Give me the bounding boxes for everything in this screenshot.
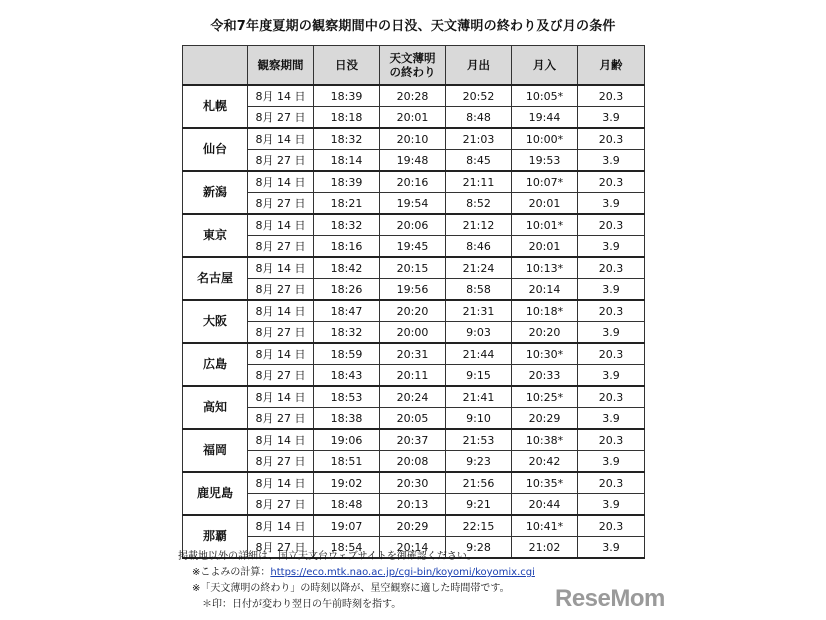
- cell-moon-age: 3.9: [578, 365, 645, 387]
- cell-sunset: 19:07: [314, 515, 380, 537]
- cell-twilight-end: 19:54: [380, 193, 446, 215]
- cell-twilight-end: 20:28: [380, 85, 446, 107]
- cell-period: 8月 14 日: [248, 214, 314, 236]
- cell-period: 8月 27 日: [248, 408, 314, 430]
- city-name: 福岡: [183, 429, 248, 472]
- cell-moon-age: 20.3: [578, 429, 645, 451]
- cell-period: 8月 14 日: [248, 386, 314, 408]
- cell-period: 8月 14 日: [248, 429, 314, 451]
- cell-period: 8月 27 日: [248, 236, 314, 258]
- cell-twilight-end: 20:14: [380, 537, 446, 559]
- cell-moon-age: 20.3: [578, 214, 645, 236]
- cell-period: 8月 14 日: [248, 171, 314, 193]
- cell-period: 8月 27 日: [248, 451, 314, 473]
- table-row: [183, 429, 645, 451]
- cell-moonset: 20:01: [512, 193, 578, 215]
- note-twilight: ※「天文薄明の終わり」の時刻以降が、星空観察に適した時間帯です。: [192, 583, 510, 594]
- header-sunset: 日没: [314, 46, 380, 86]
- koyomi-link[interactable]: https://eco.mtk.nao.ac.jp/cgi-bin/koyomi/koyomix.cgi: [270, 567, 535, 578]
- cell-moonset: 20:20: [512, 322, 578, 344]
- city-name: 仙台: [183, 128, 248, 171]
- cell-sunset: 18:53: [314, 386, 380, 408]
- cell-period: 8月 27 日: [248, 193, 314, 215]
- cell-twilight-end: 20:15: [380, 257, 446, 279]
- cell-sunset: 18:16: [314, 236, 380, 258]
- cell-twilight-end: 20:30: [380, 472, 446, 494]
- cell-moonset: 10:25*: [512, 386, 578, 408]
- cell-twilight-end: 19:56: [380, 279, 446, 301]
- table-row: [183, 193, 645, 215]
- note-calculation-label: ※こよみの計算：: [192, 567, 271, 578]
- cell-moonrise: 8:58: [446, 279, 512, 301]
- cell-twilight-end: 20:06: [380, 214, 446, 236]
- cell-sunset: 18:21: [314, 193, 380, 215]
- cell-sunset: 18:32: [314, 214, 380, 236]
- table-row: [183, 171, 645, 193]
- cell-period: 8月 14 日: [248, 472, 314, 494]
- cell-moonrise: 8:45: [446, 150, 512, 172]
- cell-sunset: 18:42: [314, 257, 380, 279]
- table-row: [183, 107, 645, 129]
- cell-moonset: 10:07*: [512, 171, 578, 193]
- cell-sunset: 18:32: [314, 128, 380, 150]
- table-row: [183, 214, 645, 236]
- header-moonrise: 月出: [446, 46, 512, 86]
- cell-moonset: 20:29: [512, 408, 578, 430]
- cell-moon-age: 20.3: [578, 257, 645, 279]
- cell-moonrise: 21:53: [446, 429, 512, 451]
- cell-twilight-end: 20:08: [380, 451, 446, 473]
- note-details: 掲載地以外の詳細は、国立天文台ウェブサイトを御確認ください。: [178, 551, 477, 562]
- cell-period: 8月 27 日: [248, 365, 314, 387]
- cell-sunset: 18:39: [314, 85, 380, 107]
- cell-moonset: 19:53: [512, 150, 578, 172]
- cell-moon-age: 3.9: [578, 451, 645, 473]
- observation-table: [182, 45, 645, 559]
- table-row: [183, 343, 645, 365]
- cell-twilight-end: 20:10: [380, 128, 446, 150]
- city-name: 那覇: [183, 515, 248, 558]
- cell-twilight-end: 20:16: [380, 171, 446, 193]
- cell-moonset: 10:00*: [512, 128, 578, 150]
- cell-period: 8月 27 日: [248, 537, 314, 559]
- cell-moonrise: 21:41: [446, 386, 512, 408]
- page-title: 令和7年度夏期の観察期間中の日没、天文薄明の終わり及び月の条件: [210, 19, 616, 34]
- cell-moon-age: 3.9: [578, 322, 645, 344]
- table-row: [183, 408, 645, 430]
- cell-sunset: 18:18: [314, 107, 380, 129]
- cell-period: 8月 14 日: [248, 128, 314, 150]
- table-row: [183, 257, 645, 279]
- cell-sunset: 18:47: [314, 300, 380, 322]
- cell-moonset: 10:35*: [512, 472, 578, 494]
- cell-period: 8月 14 日: [248, 257, 314, 279]
- cell-twilight-end: 20:01: [380, 107, 446, 129]
- cell-moonset: 10:30*: [512, 343, 578, 365]
- cell-sunset: 18:51: [314, 451, 380, 473]
- cell-sunset: 18:48: [314, 494, 380, 516]
- cell-period: 8月 14 日: [248, 343, 314, 365]
- cell-sunset: 18:14: [314, 150, 380, 172]
- cell-moon-age: 20.3: [578, 343, 645, 365]
- cell-moon-age: 3.9: [578, 494, 645, 516]
- cell-moonrise: 21:12: [446, 214, 512, 236]
- cell-sunset: 19:06: [314, 429, 380, 451]
- cell-moon-age: 3.9: [578, 279, 645, 301]
- table-row: [183, 472, 645, 494]
- cell-moon-age: 20.3: [578, 515, 645, 537]
- cell-moonset: 20:01: [512, 236, 578, 258]
- header-location: [183, 46, 248, 86]
- cell-moonrise: 8:52: [446, 193, 512, 215]
- cell-moonrise: 21:11: [446, 171, 512, 193]
- header-moonset: 月入: [512, 46, 578, 86]
- cell-moonrise: 21:31: [446, 300, 512, 322]
- cell-period: 8月 14 日: [248, 515, 314, 537]
- cell-moonrise: 21:03: [446, 128, 512, 150]
- cell-sunset: 18:59: [314, 343, 380, 365]
- cell-period: 8月 27 日: [248, 150, 314, 172]
- cell-moonrise: 9:23: [446, 451, 512, 473]
- city-name: 札幌: [183, 85, 248, 128]
- note-asterisk: ＊印：日付が変わり翌日の午前時刻を指す。: [202, 599, 402, 610]
- cell-moon-age: 3.9: [578, 107, 645, 129]
- cell-period: 8月 14 日: [248, 85, 314, 107]
- table-row: [183, 451, 645, 473]
- cell-moon-age: 3.9: [578, 150, 645, 172]
- cell-moon-age: 3.9: [578, 236, 645, 258]
- cell-sunset: 18:26: [314, 279, 380, 301]
- cell-period: 8月 14 日: [248, 300, 314, 322]
- cell-moonrise: 22:15: [446, 515, 512, 537]
- cell-moonset: 20:14: [512, 279, 578, 301]
- cell-moonset: 10:05*: [512, 85, 578, 107]
- cell-sunset: 18:32: [314, 322, 380, 344]
- cell-twilight-end: 19:45: [380, 236, 446, 258]
- cell-moon-age: 20.3: [578, 128, 645, 150]
- table-row: [183, 494, 645, 516]
- table-row: [183, 515, 645, 537]
- cell-period: 8月 27 日: [248, 107, 314, 129]
- cell-moonrise: 21:44: [446, 343, 512, 365]
- cell-moon-age: 3.9: [578, 537, 645, 559]
- cell-moonset: 10:01*: [512, 214, 578, 236]
- city-name: 新潟: [183, 171, 248, 214]
- cell-moonrise: 21:24: [446, 257, 512, 279]
- city-name: 名古屋: [183, 257, 248, 300]
- cell-moonset: 20:33: [512, 365, 578, 387]
- cell-twilight-end: 20:37: [380, 429, 446, 451]
- table-row: [183, 300, 645, 322]
- city-name: 高知: [183, 386, 248, 429]
- cell-sunset: 19:02: [314, 472, 380, 494]
- cell-twilight-end: 20:05: [380, 408, 446, 430]
- cell-moonset: 10:18*: [512, 300, 578, 322]
- cell-sunset: 18:38: [314, 408, 380, 430]
- cell-moonset: 10:13*: [512, 257, 578, 279]
- header-period: 観察期間: [248, 46, 314, 86]
- cell-twilight-end: 20:00: [380, 322, 446, 344]
- cell-moonset: 21:02: [512, 537, 578, 559]
- header-twilight-end: 天文薄明 の終わり: [380, 46, 446, 86]
- cell-moonrise: 9:10: [446, 408, 512, 430]
- table-row: [183, 236, 645, 258]
- cell-moonrise: 8:48: [446, 107, 512, 129]
- cell-period: 8月 27 日: [248, 494, 314, 516]
- cell-moon-age: 20.3: [578, 300, 645, 322]
- cell-moonset: 10:41*: [512, 515, 578, 537]
- cell-moonrise: 9:03: [446, 322, 512, 344]
- cell-moon-age: 20.3: [578, 386, 645, 408]
- header-moon-age: 月齢: [578, 46, 645, 86]
- cell-period: 8月 27 日: [248, 279, 314, 301]
- city-name: 広島: [183, 343, 248, 386]
- cell-twilight-end: 20:29: [380, 515, 446, 537]
- cell-moonset: 10:38*: [512, 429, 578, 451]
- table-header-row: [183, 46, 645, 86]
- cell-moon-age: 20.3: [578, 472, 645, 494]
- cell-moonrise: 8:46: [446, 236, 512, 258]
- cell-moonrise: 9:15: [446, 365, 512, 387]
- table-row: [183, 365, 645, 387]
- cell-twilight-end: 20:31: [380, 343, 446, 365]
- table-row: [183, 85, 645, 107]
- cell-twilight-end: 20:20: [380, 300, 446, 322]
- table-row: [183, 322, 645, 344]
- table-row: [183, 386, 645, 408]
- cell-moonset: 20:42: [512, 451, 578, 473]
- cell-moonrise: 9:28: [446, 537, 512, 559]
- cell-twilight-end: 20:13: [380, 494, 446, 516]
- table-row: [183, 150, 645, 172]
- cell-twilight-end: 19:48: [380, 150, 446, 172]
- cell-moonrise: 9:21: [446, 494, 512, 516]
- cell-moonset: 20:44: [512, 494, 578, 516]
- cell-twilight-end: 20:24: [380, 386, 446, 408]
- cell-moon-age: 3.9: [578, 408, 645, 430]
- city-name: 東京: [183, 214, 248, 257]
- table-row: [183, 279, 645, 301]
- cell-sunset: 18:54: [314, 537, 380, 559]
- cell-moonrise: 20:52: [446, 85, 512, 107]
- cell-moonset: 19:44: [512, 107, 578, 129]
- city-name: 鹿児島: [183, 472, 248, 515]
- cell-period: 8月 27 日: [248, 322, 314, 344]
- footnotes: [178, 549, 535, 613]
- cell-moon-age: 3.9: [578, 193, 645, 215]
- cell-moonrise: 21:56: [446, 472, 512, 494]
- city-name: 大阪: [183, 300, 248, 343]
- table-row: [183, 128, 645, 150]
- cell-sunset: 18:39: [314, 171, 380, 193]
- cell-sunset: 18:43: [314, 365, 380, 387]
- note-calculation: [178, 565, 535, 581]
- cell-moon-age: 20.3: [578, 85, 645, 107]
- resemom-logo: ReseMom: [555, 585, 665, 612]
- cell-twilight-end: 20:11: [380, 365, 446, 387]
- cell-moon-age: 20.3: [578, 171, 645, 193]
